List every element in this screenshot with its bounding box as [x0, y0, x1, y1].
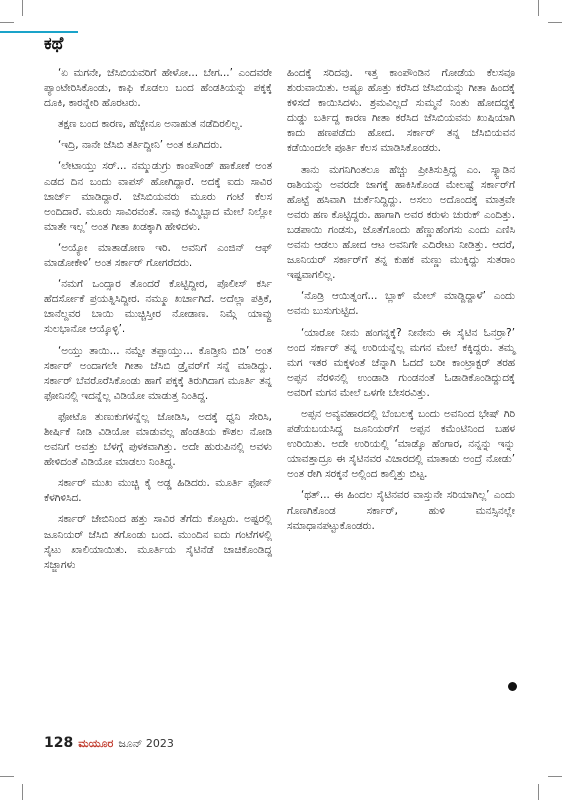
crop-mark-left-bottom — [0, 776, 14, 777]
paragraph: ಸರ್ಕಾರ್ ಮುಖ ಮುಚ್ಚಿ ಕೈ ಅಡ್ಡ ಹಿಡಿದರು. ಮೂರ್ತಿ ಫೋನ್ ಕೆಳಗಿಳಿಸಿದ. — [44, 477, 272, 505]
paragraph: ‘ಥತ್... ಈ ಹಿಂದಲ ಸೈಟಿನವರ ವಾಸ್ತುನೇ ಸರಿಯಾಗಿಲ್ಲ’ ಎಂದು ಗೊಣಗಿಕೊಂಡ ಸರ್ಕಾರ್, ಹುಳಿ ಮನಸ್ಸಿನಲ್ಲೇ ಸಮಾಧಾನಪಟ್ಟುಕೊಂಡರು. — [287, 489, 515, 532]
crop-mark-bottom-left — [22, 784, 23, 800]
paragraph: ‘ಅಯ್ತು ತಾಯಿ... ನಮ್ದೇ ತಪ್ಪಾಯ್ತು... ಕೊಡ್ತೀನಿ ಬಿಡಿ’ ಅಂತ ಸರ್ಕಾರ್ ಅಂದಾಗಲೇ ಗೀತಾ ಜೆಸಿಬಿ ಡ್ರೈವರ್‌ಗೆ ಸನ್ನೆ ಮಾಡಿದ್ದು. ಸರ್ಕಾರ್ ಬೆವರೊರೆಸಿಕೊಂಡು ಹಾಗೆ ಪಕ್ಕಕ್ಕೆ ತಿರುಗಿದಾಗ ಮೂರ್ತಿ ತನ್ನ ಫೋನಿನಲ್ಲಿ ಇದನ್ನೆಲ್ಲ ವಿಡಿಯೋ ಮಾಡುತ್ತ ನಿಂತಿದ್ದ. — [44, 344, 272, 402]
story-end-bullet — [508, 682, 517, 691]
crop-mark-left-top — [0, 22, 14, 23]
paragraph: ‘ನೊಡ್ರಿ ಆಯಿತ್ನಂಗೆ... ಬ್ಲಾಕ್ ಮೇಲ್ ಮಾಡ್ದಿದ್ದಾಳೆ’ ಎಂದು ಅವನು ಬುಸುಗುಟ್ಟಿದ. — [287, 290, 515, 318]
paragraph: ‘ಇದ್ರಿ, ನಾನೇ ಜೆಸಿಬಿ ತರ್ತಿದ್ದೀನಿ’ ಅಂತ ಕೂಗಿದರು. — [58, 139, 223, 152]
crop-mark-right-top — [548, 22, 562, 23]
paragraph: ‘ಯಾರೋ ನೀನು ಹಂಗನ್ನಕ್ಕೆ? ನೀನೇನು ಈ ಸೈಟಿನ ಓನರ್ರಾ?’ ಅಂದ ಸರ್ಕಾರ್ ತನ್ನ ಉರಿಯನ್ನೆಲ್ಲ ಮಗನ ಮೇಲೆ ಕಕ್ಕಿದ್ದರು. ತಮ್ಮ ಮಗ ಇತರ ಮಕ್ಕಳಂತೆ ಚೆನ್ನಾಗಿ ಓದದೆ ಬರೀ ಕಾಂಟ್ರಾಕ್ಟರ್ ತರಹ ಅಪ್ಪನ ನೆರಳಿನಲ್ಲಿ ಉಂಡಾಡಿ ಗುಂಡನಂತೆ ಓಡಾಡಿಕೊಂಡಿದ್ದುದಕ್ಕೆ ಅವರಿಗೆ ಮಗನ ಮೇಲೆ ಒಳಗೇ ಬೇಸರವಿತ್ತು. — [287, 326, 515, 399]
paragraph: ತಾನು ಮಗನಿಗಿಂತಲೂ ಹೆಚ್ಚು ಪ್ರೀತಿಸುತ್ತಿದ್ದ ಎಂ. ಸ್ಕ್ವಾಡಿನ ರಾಶಿಯನ್ನು ಅವರದೇ ಜಾಗಕ್ಕೆ ಹಾಕಿಸಿಕೊಂಡ ಮೇಲಷ್ಟೆ ಸರ್ಕಾರ್‌ಗೆ ಹೊಟ್ಟೆ ಹಸಿವಾಗಿ ಚುರ್ಕೆನಿದ್ದಿದ್ದು. ಅಸಲು ಅದೊಂದಕ್ಕೆ ಮಾತ್ರವೇ ಅವರು ಹಣ ಕೊಟ್ಟಿದ್ದರು. ಹಾಗಾಗಿ ಅವರ ಕರುಳು ಚುರುಕ್ ಎಂದಿತ್ತು. ಬಡಪಾಯಿ ಗಂಡಸು, ಜೊತೆಗೊಂದು ಹೆಣ್ಣುಹೆಂಗಸು ಎಂದು ಎಣಿಸಿ ಅವನು ಆಡಲು ಹೋದ ಆಟ ಅವನಿಗೇ ಎದಿರೇಟು ನೀಡಿತ್ತು. ಆದರೆ, ಜೂನಿಯರ್ ಸರ್ಕಾರ್‌ಗೆ ತನ್ನ ಕುಹಕ ಮಣ್ಣು ಮುಕ್ಕಿದ್ದು ಸುತರಾಂ ಇಷ್ಟವಾಗಲಿಲ್ಲ. — [287, 163, 515, 282]
crop-mark-right-bottom — [548, 776, 562, 777]
page-number: 128 — [44, 735, 74, 751]
paragraph: ‘ನಮಗೆ ಒಂದ್ಸಾರ ತೊಂದರೆ ಕೊಟ್ಟಿದ್ದೀರ, ಪೊಲೀಸ್ ಕರ್ಸಿ ಹೆದರ್ಸೋಕೆ ಪ್ರಯತ್ನಿಸಿದ್ದೀರ. ನಮ್ಮೂ ಖರ್ಚಾಗಿದೆ. ಅದೆಲ್ಲಾ ಪತ್ರಿಕೆ, ಚಾನೆಲ್ದವರ ಬಾಯಿ ಮುಚ್ಚಿಸ್ತೀರ ನೋಡಾಣ. ನಿಮ್ಗೆ ಯಾವ್ದು ಸುಲಭಾನೋ ಆಯ್ಕೊಳ್ಳಿ’. — [44, 278, 272, 336]
section-title: ಕಥೆ — [44, 34, 64, 54]
paragraph: ಸರ್ಕಾರ್ ಜೇಬಿನಿಂದ ಹತ್ತು ಸಾವಿರ ತೆಗೆದು ಕೊಟ್ಟರು. ಅಷ್ಟರಲ್ಲಿ ಜೂನಿಯರ್ ಜೆಸಿಬಿ ತಗೊಂಡು ಬಂದ. ಮುಂದಿನ ಐದು ಗಂಟೆಗಳಲ್ಲಿ ಸೈಟು ಖಾಲಿಯಾಯಿತು. ಮೂರ್ತಿಯ ಸೈಟಿನೆಡೆ ಚಾಚಿಕೊಂಡಿದ್ದ ಸಜ್ಜಾಗಳು — [44, 513, 272, 571]
right-column — [287, 66, 515, 540]
page-footer — [44, 735, 174, 751]
crop-mark-bottom-right — [538, 784, 539, 800]
paragraph: ತಕ್ಷಣ ಬಂದ ಕಾರಣ, ಹೆಚ್ಚೇನೂ ಅನಾಹುತ ನಡೆದಿರಲಿಲ್ಲ. — [58, 118, 243, 131]
crop-mark-top-left — [22, 0, 23, 16]
paragraph: ‘ಏ ಮಗನೇ, ಜೆಸಿಬಿಯವರಿಗೆ ಹೇಳೋ... ಬೇಗ...’ ಎಂದವರೇ ಪ್ಯಾಂಟೇರಿಸಿಕೊಂಡು, ಕಾಫಿ ಕೊಡಲು ಬಂದ ಹೆಂಡತಿಯನ್ನು ಪಕ್ಕಕ್ಕೆ ದೂಕಿ, ಕಾರನ್ನೇರಿ ಹೊರಟರು. — [44, 67, 272, 110]
issue-date: ಜೂನ್ 2023 — [118, 737, 174, 750]
section-accent-line — [0, 31, 78, 33]
crop-mark-top-right — [538, 0, 539, 16]
magazine-logo: ಮಯೂರ — [78, 737, 114, 750]
left-column — [44, 66, 272, 579]
paragraph: ಅಪ್ಪನ ಅವ್ಯವಹಾರದಲ್ಲಿ ಬೆಂಬಲಕ್ಕೆ ಬಂದು ಅವನಿಂದ ಭೇಷ್ ಗಿರಿ ಪಡೆಯಬಯಸಿದ್ದ ಜೂನಿಯರ್‌ಗೆ ಅಪ್ಪನ ಕಮೆಂಟಿನಿಂದ ಬಹಳ ಉರಿಯಿತು. ಅದೇ ಉರಿಯಲ್ಲಿ ‘ಮಾಡ್ಕೊ ಹೆಂಗಾರ, ನನ್ನನ್ನು ಇನ್ನು ಯಾವತ್ತಾದ್ರೂ ಈ ಸೈಟಿನವರ ವಿಚಾರದಲ್ಲಿ ಮಾತಾಡು ಅಂದ್ರೆ ನೋಡು’ ಅಂತ ರೇಗಿ ಸರಕ್ಕನೆ ಅಲ್ಲಿಂದ ಕಾಲ್ಕಿತ್ತು ಬಿಟ್ಟ. — [287, 407, 515, 481]
paragraph: ‘ಲೇಟಾಯ್ತು ಸರ್... ನಮ್ಮುಡುಗ್ರು ಕಾಂಪೌಂಡ್ ಹಾಕೋಕೆ ಅಂತ ಎಡದ ದಿನ ಬಂದು ವಾಪಸ್ ಹೋಗಿದ್ದಾರೆ. ಅದಕ್ಕೆ ಐದು ಸಾವಿರ ಚಾರ್ಜ್ ಮಾಡಿದ್ದಾರೆ. ಜೆಸಿಬಿಯವರು ಮೂರು ಗಂಟೆ ಕೆಲಸ ಅಂದಿದಾರೆ. ಮೂರು ಸಾವಿರವಂತೆ. ನಾವು ಕಮ್ಮಿಬ್ಬಾದ ಮೇಲೆ ನಿಲ್ಲೋ ಮಾತೇ ಇಲ್ಲ’ ಅಂತ ಗೀತಾ ಖಡಕ್ಕಾಗಿ ಹೇಳಿದಳು. — [44, 160, 272, 233]
paragraph: ‘ಅಯ್ಯೋ ಮಾತಾಡೋಣ ಇರಿ. ಅವನಿಗೆ ಎಂಜಿನ್ ಆಫ್ ಮಾಡೋಕೇಳಿ’ ಅಂತ ಸರ್ಕಾರ್ ಗೋಗರೆದರು. — [44, 241, 272, 270]
paragraph: ಹಿಂದಕ್ಕೆ ಸರಿದವು. ಇತ್ತ ಕಾಂಪೌಂಡಿನ ಗೋಡೆಯ ಕೆಲಸವೂ ಶುರುವಾಯಿತು. ಅಷ್ಟೂ ಹೊತ್ತು ಕರೆಸಿದ ಜೆಸಿಬಿಯನ್ನು ಗೀತಾ ಹಿಂದಕ್ಕೆ ಕಳಿಸದೆ ಕಾಯಿಸಿದಳು. ಶ್ರಮವಿಲ್ಲದೆ ಸುಮ್ಮನೆ ನಿಂತು ಹೋದದ್ದಕ್ಕೆ ದುಡ್ಡು ಬರ್ತಿದ್ದ ಕಾರಣ ಗೀತಾ ಕರೆಸಿದ ಜೆಸಿಬಿಯವನು ಖುಷಿಯಾಗಿ ಕಾದು ಹಣಪಡೆದು ಹೋದ. ಸರ್ಕಾರ್ ತನ್ನ ಜೆಸಿಬಿಯವನ ಕಡೆಯಿಂದಲೇ ಪೂರ್ತಿ ಕೆಲಸ ಮಾಡಿಸಿಕೊಂಡರು. — [287, 67, 515, 155]
paragraph: ಫೋಟೊ ತುಣುಕುಗಳನ್ನೆಲ್ಲ ಜೋಡಿಸಿ, ಅದಕ್ಕೆ ಧ್ವನಿ ಸೇರಿಸಿ, ಶೀರ್ಷಿಕೆ ನೀಡಿ ವಿಡಿಯೋ ಮಾಡುವಲ್ಲ ಹೆಂಡತಿಯ ಕೌಶಲ ನೋಡಿ ಅವನಿಗೆ ಅವತ್ತು ಬೆಳಗ್ಗೆ ಪುಳಕವಾಗಿತ್ತು. ಅದೇ ಹುರುಪಿನಲ್ಲಿ ಅವಳು ಹೇಳಿದಂತೆ ವಿಡಿಯೋ ಮಾಡಲು ನಿಂತಿದ್ದ. — [44, 410, 272, 469]
